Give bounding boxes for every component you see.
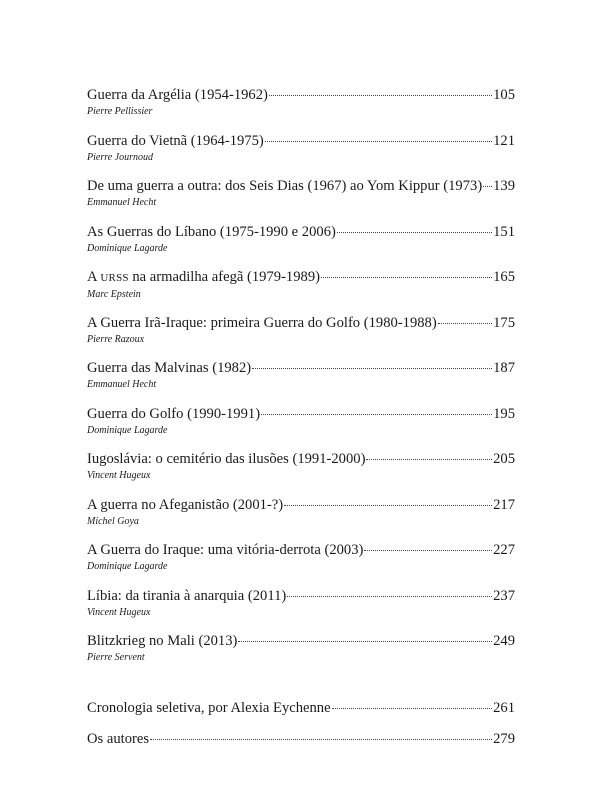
- toc-entry: [87, 132, 515, 178]
- toc-entry: [87, 359, 515, 405]
- dot-leader: [287, 596, 492, 597]
- toc-line: [87, 632, 515, 651]
- dot-leader: [366, 459, 492, 460]
- section-title: Cronologia seletiva, por Alexia Eychenne: [87, 699, 331, 716]
- toc-line: [87, 699, 515, 718]
- dot-leader: [337, 232, 492, 233]
- dot-leader: [269, 95, 492, 96]
- chapter-author: Vincent Hugeux: [87, 470, 151, 481]
- dot-leader: [321, 277, 492, 278]
- page-number: 227: [493, 542, 515, 558]
- chapter-author: Pierre Servent: [87, 652, 145, 663]
- title-suffix: na armadilha afegã (1979-1989): [128, 269, 320, 285]
- page-number: 175: [493, 314, 515, 331]
- chapter-title: Iugoslávia: o cemitério das ilusões (1991-2000): [87, 451, 366, 467]
- dot-leader: [238, 641, 492, 642]
- toc-extra-entry: [87, 730, 515, 761]
- chapter-title: Blitzkrieg no Mali (2013): [87, 633, 238, 649]
- dot-leader: [364, 550, 492, 551]
- table-of-contents: [87, 86, 515, 761]
- dot-leader: [483, 186, 492, 187]
- chapter-title: [87, 268, 320, 288]
- page-number: 187: [493, 360, 515, 376]
- chapter-title: Guerra das Malvinas (1982): [87, 360, 252, 376]
- toc-entry: [87, 405, 515, 451]
- toc-line: [87, 359, 515, 378]
- chapter-author: Pierre Pellissier: [87, 106, 153, 117]
- chapter-author: Dominique Lagarde: [87, 424, 168, 436]
- chapter-title: A guerra no Afeganistão (2001-?): [87, 496, 284, 513]
- chapter-author: Pierre Razoux: [87, 333, 145, 345]
- toc-entry: [87, 223, 515, 269]
- chapter-author: Emmanuel Hecht: [87, 379, 157, 390]
- toc-entry: [87, 632, 515, 678]
- page-number: 195: [493, 405, 515, 422]
- page-number: 279: [493, 730, 515, 747]
- toc-line: [87, 268, 515, 288]
- chapter-title: A Guerra Irã-Iraque: primeira Guerra do Golfo (1980-1988): [87, 314, 437, 331]
- chapter-author: Emmanuel Hecht: [87, 197, 157, 208]
- chapter-author: Marc Epstein: [87, 289, 141, 300]
- toc-entry: [87, 587, 515, 633]
- page-number: 121: [493, 132, 515, 149]
- toc-entry: [87, 268, 515, 314]
- toc-line: [87, 405, 515, 424]
- chapter-title: Líbia: da tirania à anarquia (2011): [87, 587, 287, 604]
- page-number: 139: [493, 178, 515, 194]
- dot-leader: [261, 414, 492, 415]
- chapter-author: Pierre Journoud: [87, 151, 154, 163]
- dot-leader: [150, 739, 492, 740]
- section-spacer: [87, 678, 515, 699]
- toc-entry: [87, 450, 515, 496]
- page-number: 151: [493, 223, 515, 240]
- toc-entry: [87, 496, 515, 542]
- chapter-title: De uma guerra a outra: dos Seis Dias (1967) ao Yom Kippur (1973): [87, 178, 483, 194]
- toc-entry: [87, 86, 515, 132]
- toc-line: [87, 223, 515, 242]
- page-number: 205: [493, 451, 515, 467]
- page-number: 261: [493, 699, 515, 716]
- dot-leader: [438, 323, 492, 324]
- toc-line: [87, 132, 515, 151]
- chapter-author: Michel Goya: [87, 515, 139, 527]
- toc-entry: [87, 177, 515, 223]
- toc-line: [87, 86, 515, 105]
- chapter-title: A Guerra do Iraque: uma vitória-derrota (2003): [87, 542, 364, 558]
- toc-line: [87, 496, 515, 515]
- dot-leader: [332, 708, 493, 709]
- chapter-title: As Guerras do Líbano (1975-1990 e 2006): [87, 223, 336, 240]
- toc-line: [87, 177, 515, 196]
- page-number: 249: [493, 633, 515, 649]
- dot-leader: [252, 368, 492, 369]
- page-number: 165: [493, 269, 515, 285]
- dot-leader: [284, 505, 492, 506]
- toc-line: [87, 450, 515, 469]
- page-number: 105: [493, 87, 515, 103]
- chapter-title: Guerra da Argélia (1954-1962): [87, 87, 268, 103]
- toc-entry: [87, 541, 515, 587]
- toc-line: [87, 587, 515, 606]
- page-number: 217: [493, 496, 515, 513]
- toc-line: [87, 730, 515, 749]
- title-prefix: A: [87, 269, 101, 285]
- toc-entry: [87, 314, 515, 360]
- dot-leader: [265, 141, 492, 142]
- toc-line: [87, 541, 515, 560]
- section-title: Os autores: [87, 730, 150, 747]
- toc-extra-entry: [87, 699, 515, 730]
- toc-line: [87, 314, 515, 333]
- chapter-title: Guerra do Vietnã (1964-1975): [87, 132, 264, 149]
- title-small-caps: URSS: [100, 272, 129, 284]
- chapter-author: Vincent Hugeux: [87, 606, 151, 618]
- chapter-title: Guerra do Golfo (1990-1991): [87, 405, 261, 422]
- page-number: 237: [493, 587, 515, 604]
- chapter-author: Dominique Lagarde: [87, 242, 168, 254]
- chapter-author: Dominique Lagarde: [87, 561, 168, 572]
